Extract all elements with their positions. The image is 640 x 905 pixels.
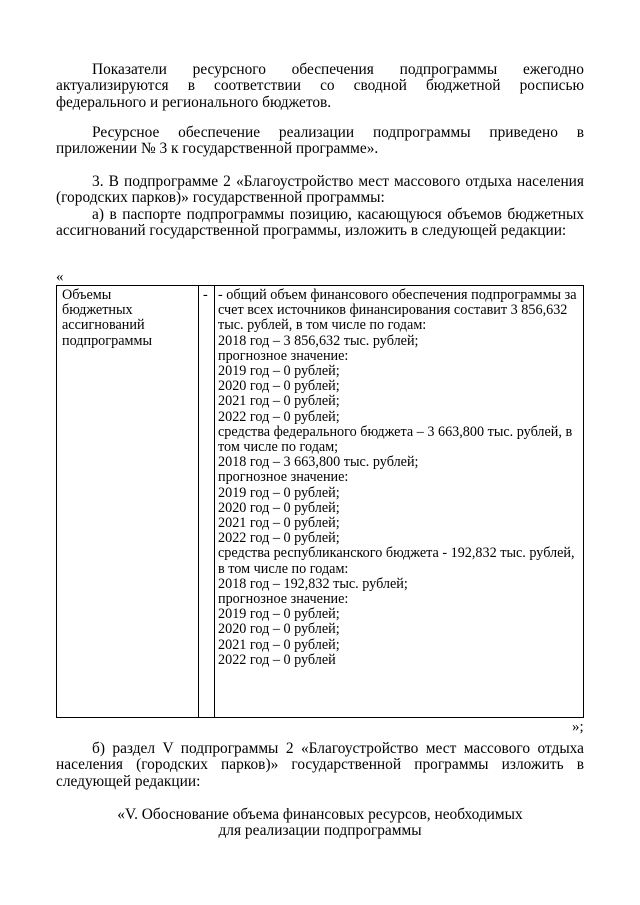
value-line: 2019 год – 0 рублей; xyxy=(218,484,340,501)
value-line: 2020 год – 0 рублей; xyxy=(218,499,340,516)
value-line: в том числе по годам: xyxy=(218,560,349,577)
closing-quote: »; xyxy=(572,719,584,735)
value-line: 2021 год – 0 рублей; xyxy=(218,636,340,653)
heading-line-2: для реализации подпрограммы xyxy=(218,822,422,840)
label-line: подпрограммы xyxy=(62,332,152,349)
value-line: - общий объем финансового обеспечения подпрограммы за xyxy=(218,287,577,303)
table-value-cell xyxy=(218,288,583,668)
table-dash-cell: - xyxy=(203,287,208,303)
value-line: 2022 год – 0 рублей; xyxy=(218,408,340,425)
value-line: средства республиканского бюджета - 192,832 тыс. рублей, xyxy=(218,545,575,562)
value-line: прогнозное значение: xyxy=(218,469,349,486)
table-divider-2 xyxy=(214,286,215,717)
paragraph-item-b: б) раздел V подпрограммы 2 «Благоустройство мест массового отдыха населения (городских парков)» государственной программы изложить в следующей редакции: xyxy=(56,740,584,790)
value-line: 2021 год – 0 рублей; xyxy=(218,515,340,532)
value-line: 2022 год – 0 рублей; xyxy=(218,530,340,547)
heading-line-1: «V. Обоснование объема финансовых ресурсов, необходимых xyxy=(117,806,523,823)
table-label-cell xyxy=(62,288,152,349)
value-line: 2018 год – 3 856,632 тыс. рублей; xyxy=(218,332,419,349)
value-line: средства федерального бюджета – 3 663,800 тыс. рублей, в xyxy=(218,423,573,440)
value-line: том числе по годам; xyxy=(218,439,339,456)
label-line: Объемы xyxy=(62,287,112,303)
value-line: прогнозное значение: xyxy=(218,347,349,364)
value-line: прогнозное значение: xyxy=(218,591,349,608)
paragraph-subprogram-2: 3. В подпрограмме 2 «Благоустройство мест массового отдыха населения (городских парков)» государственной программы: xyxy=(56,173,584,207)
section-heading xyxy=(56,807,584,840)
value-line: 2018 год – 192,832 тыс. рублей; xyxy=(218,575,408,592)
paragraph-resource-indicators: Показатели ресурсного обеспечения подпрограммы ежегодно актуализируются в соответствии со сводной бюджетной росписью федерального и регионального бюджетов. xyxy=(56,61,584,111)
value-line: 2020 год – 0 рублей; xyxy=(218,378,340,395)
paragraph-item-a: а) в паспорте подпрограммы позицию, касающуюся объемов бюджетных ассигнований государственной программы, изложить в следующей редакции: xyxy=(56,206,584,240)
value-line: 2019 год – 0 рублей; xyxy=(218,363,340,380)
value-line: счет всех источников финансирования составит 3 856,632 xyxy=(218,302,568,319)
value-line: 2021 год – 0 рублей; xyxy=(218,393,340,410)
label-line: ассигнований xyxy=(62,317,145,334)
value-line: 2020 год – 0 рублей; xyxy=(218,621,340,638)
paragraph-resource-support: Ресурсное обеспечение реализации подпрограммы приведено в приложении № 3 к государственной программе». xyxy=(56,124,584,158)
value-line: 2018 год – 3 663,800 тыс. рублей; xyxy=(218,454,419,471)
budget-allocation-table xyxy=(56,285,584,718)
table-divider-1 xyxy=(198,286,199,717)
label-line: бюджетных xyxy=(62,302,133,319)
value-line: тыс. рублей, в том числе по годам: xyxy=(218,317,427,334)
opening-quote: « xyxy=(56,269,64,285)
value-line: 2019 год – 0 рублей; xyxy=(218,606,340,623)
value-line: 2022 год – 0 рублей xyxy=(218,651,336,668)
